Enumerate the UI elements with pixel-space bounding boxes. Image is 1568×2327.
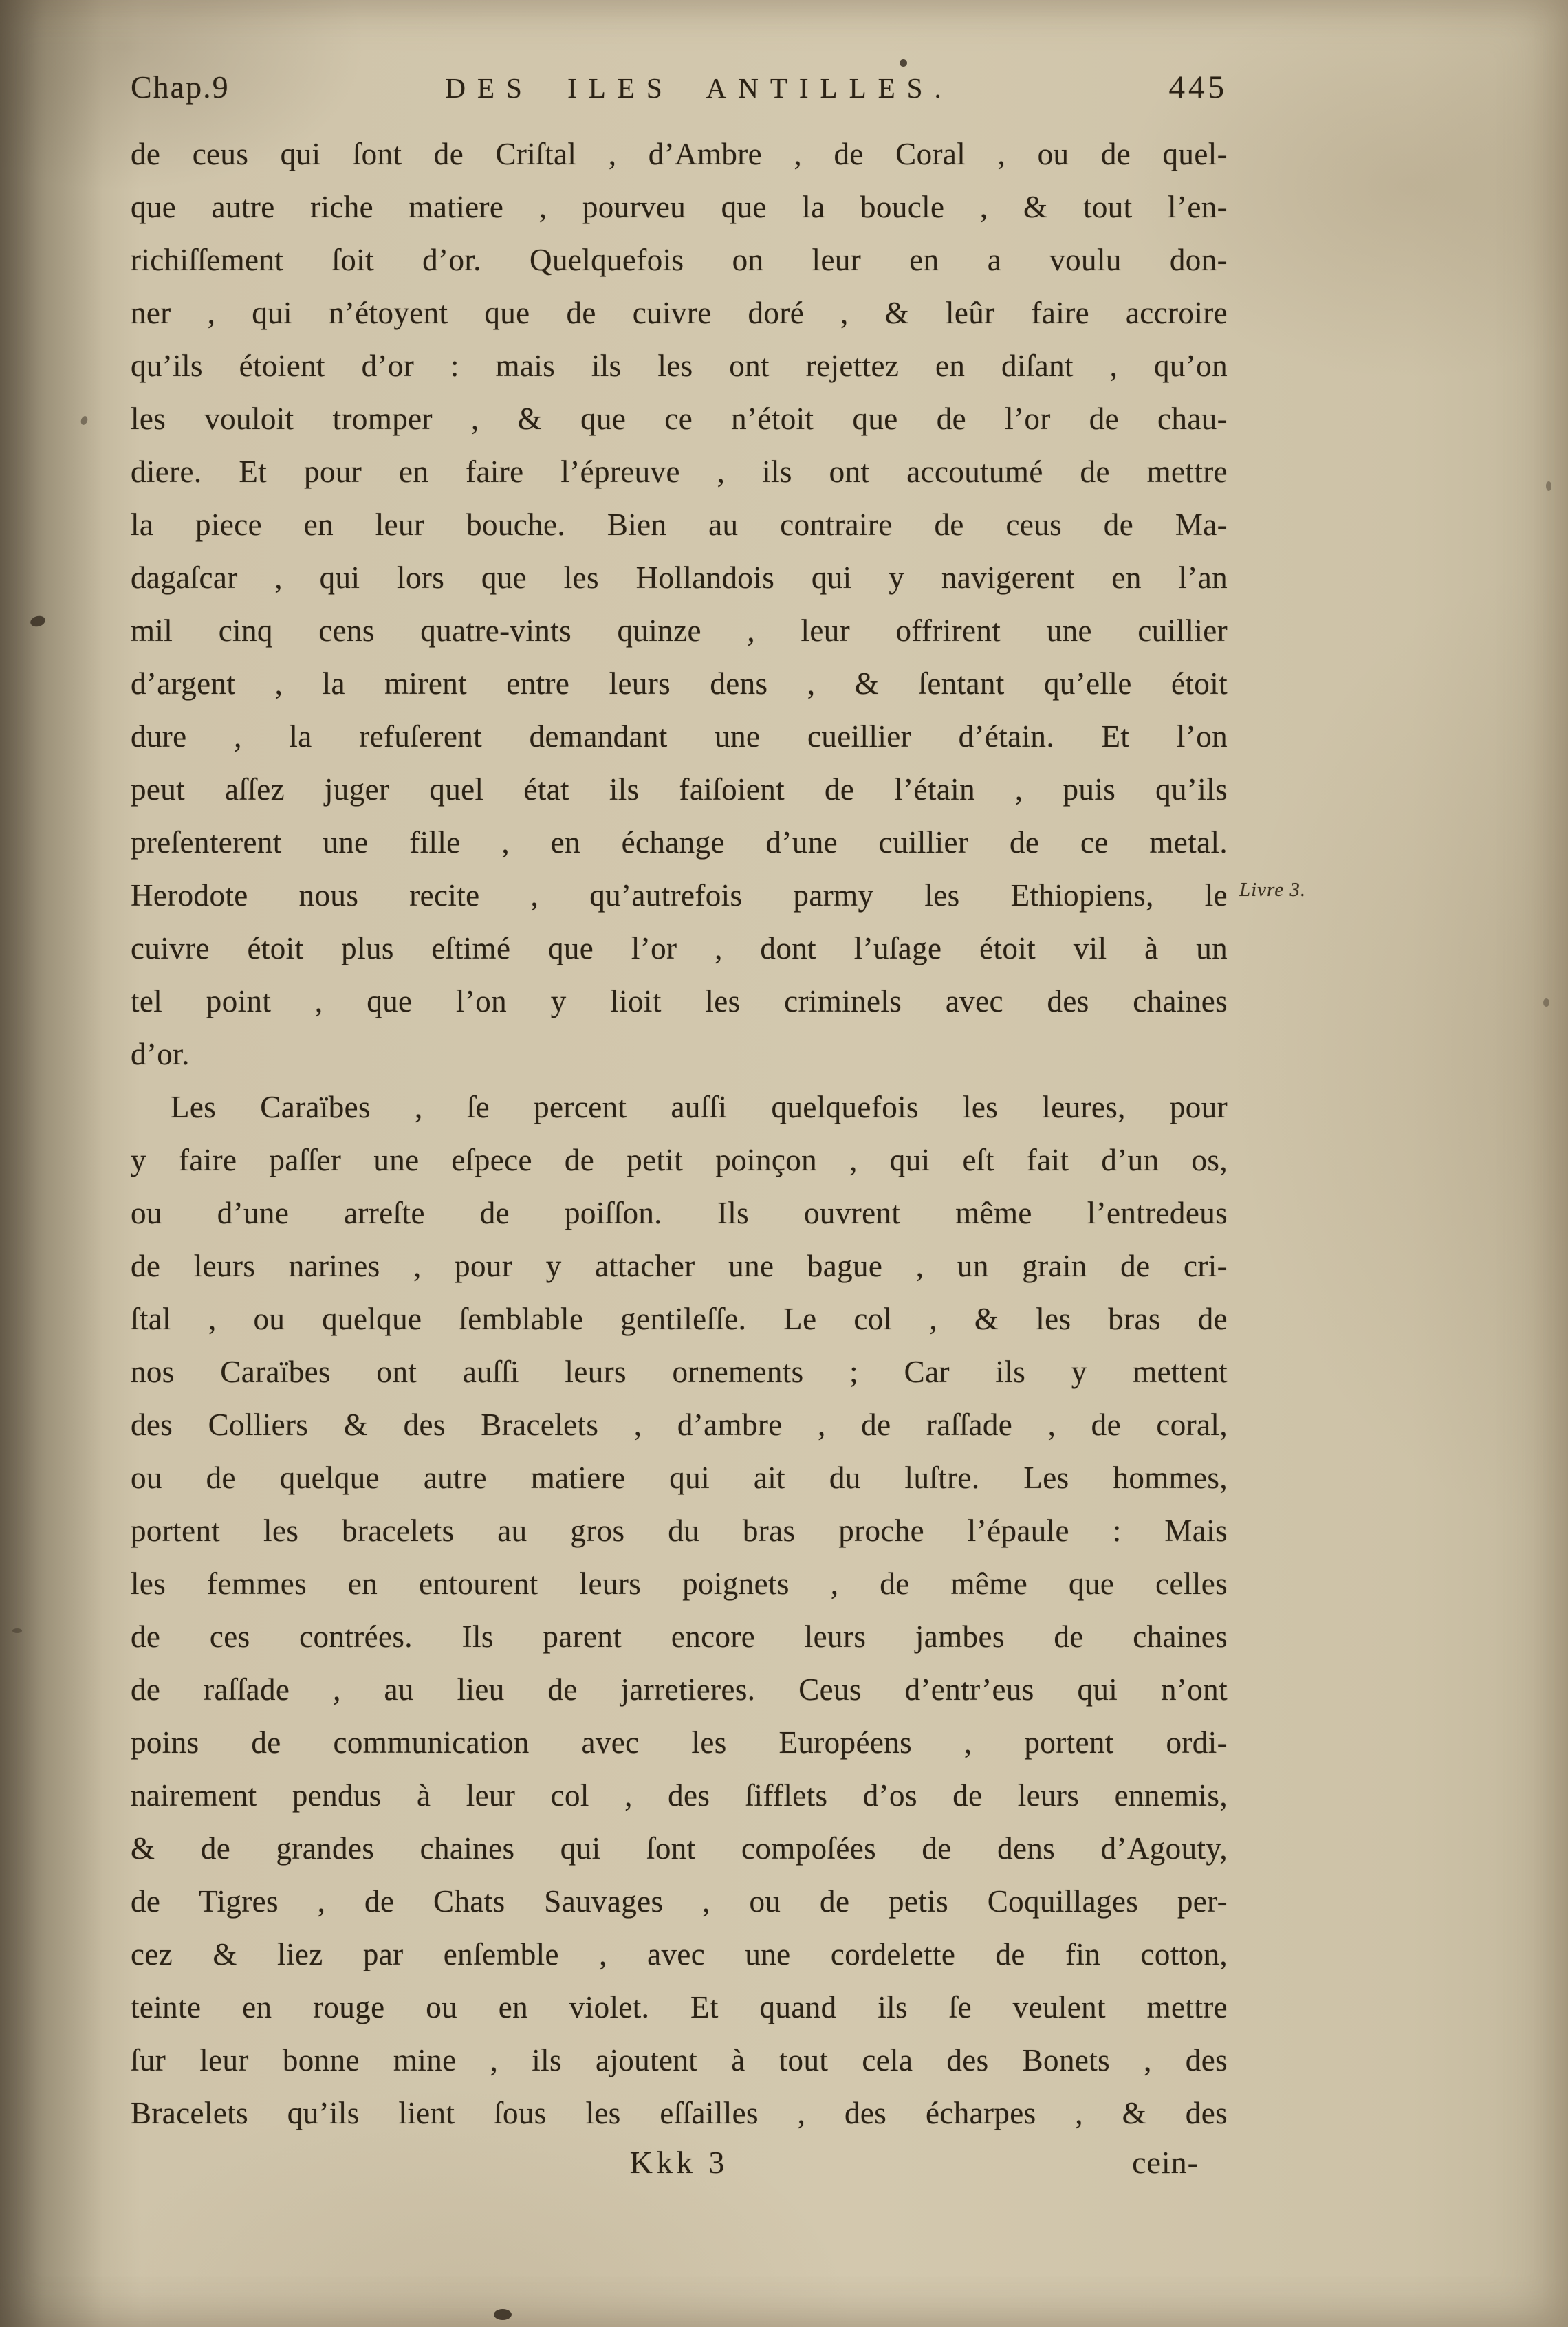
text-line: que autre riche matiere , pourveu que la boucle , & tout l’en- bbox=[131, 190, 1228, 224]
signature-mark: Kkk 3 bbox=[629, 2145, 729, 2180]
text-line: de leurs narines , pour y attacher une bague , un grain de cri- bbox=[131, 1249, 1228, 1283]
text-line: diere. Et pour en faire l’épreuve , ils ont accoutumé de mettre bbox=[131, 455, 1228, 489]
text-line: richiſſement ſoit d’or. Quelquefois on leur en a voulu don- bbox=[131, 243, 1228, 277]
margin-note: Livre 3. bbox=[1239, 879, 1307, 901]
ink-speck bbox=[12, 1628, 22, 1633]
text-line: & de grandes chaines qui ſont compoſées de dens d’Agouty, bbox=[131, 1831, 1228, 1866]
text-line: ner , qui n’étoyent que de cuivre doré , & leûr faire accroire bbox=[131, 296, 1228, 330]
running-title: DES ILES ANTILLES. bbox=[445, 72, 953, 104]
text-line: nairement pendus à leur col , des ſifflets d’os de leurs ennemis, bbox=[131, 1778, 1228, 1813]
text-line: ſtal , ou quelque ſemblable gentileſſe. Le col , & les bras de bbox=[131, 1302, 1228, 1336]
paragraph bbox=[131, 128, 1228, 1081]
page-header bbox=[131, 69, 1228, 106]
text-line: la piece en leur bouche. Bien au contraire de ceus de Ma- bbox=[131, 507, 1228, 542]
gutter-shadow bbox=[0, 0, 103, 2327]
text-line: des Colliers & des Bracelets , d’ambre , de raſſade , de coral, bbox=[131, 1408, 1228, 1442]
text-line: de ceus qui ſont de Criſtal , d’Ambre , de Coral , ou de quel- bbox=[131, 137, 1228, 171]
text-line: d’or. bbox=[131, 1037, 190, 1071]
text-line: qu’ils étoient d’or : mais ils les ont rejettez en diſant , qu’on bbox=[131, 349, 1228, 383]
text-line: cuivre étoit plus eſtimé que l’or , dont l’uſage étoit vil à un bbox=[131, 931, 1228, 965]
text-line: peut aſſez juger quel état ils faiſoient de l’étain , puis qu’ils bbox=[131, 772, 1228, 807]
ink-speck bbox=[1546, 481, 1551, 491]
text-line: ou de quelque autre matiere qui ait du luſtre. Les hommes, bbox=[131, 1461, 1228, 1495]
text-line: de Tigres , de Chats Sauvages , ou de petis Coquillages per- bbox=[131, 1884, 1228, 1919]
text-line: Les Caraïbes , ſe percent auſſi quelquefois les leures, pour bbox=[171, 1090, 1228, 1124]
paragraph bbox=[131, 1081, 1228, 2140]
text-line: d’argent , la mirent entre leurs dens , & ſentant qu’elle étoit bbox=[131, 666, 1228, 701]
ink-speck bbox=[494, 2309, 512, 2320]
text-line: dure , la refuſerent demandant une cueillier d’étain. Et l’on bbox=[131, 719, 1228, 754]
text-line: Bracelets qu’ils lient ſous les eſſailles , des écharpes , & des bbox=[131, 2096, 1228, 2130]
text-line: cez & liez par enſemble , avec une cordelette de fin cotton, bbox=[131, 1937, 1228, 1971]
text-line: y faire paſſer une eſpece de petit poinçon , qui eſt fait d’un os, bbox=[131, 1143, 1228, 1177]
text-line: tel point , que l’on y lioit les criminels avec des chaines bbox=[131, 984, 1228, 1018]
text-line: ou d’une arreſte de poiſſon. Ils ouvrent même l’entredeus bbox=[131, 1196, 1228, 1230]
ink-speck bbox=[900, 59, 907, 67]
text-line: poins de communication avec les Européens , portent ordi- bbox=[131, 1725, 1228, 1760]
text-line: de raſſade , au lieu de jarretieres. Ceus d’entr’eus qui n’ont bbox=[131, 1672, 1228, 1707]
text-line: nos Caraïbes ont auſſi leurs ornements ; Car ils y mettent bbox=[131, 1355, 1228, 1389]
ink-speck bbox=[29, 614, 46, 628]
text-line: preſenterent une fille , en échange d’une cuillier de ce metal. bbox=[131, 825, 1228, 860]
text-line: portent les bracelets au gros du bras proche l’épaule : Mais bbox=[131, 1514, 1228, 1548]
page-footer bbox=[131, 2144, 1228, 2199]
text-line: dagaſcar , qui lors que les Hollandois qui y navigerent en l’an bbox=[131, 560, 1228, 595]
text-line: de ces contrées. Ils parent encore leurs jambes de chaines bbox=[131, 1619, 1228, 1654]
page-number: 445 bbox=[1168, 69, 1228, 105]
text-block bbox=[131, 128, 1228, 2140]
text-line: Herodote nous recite , qu’autrefois parmy les Ethiopiens, le bbox=[131, 878, 1228, 913]
catchword: cein- bbox=[1132, 2145, 1199, 2180]
text-line: teinte en rouge ou en violet. Et quand ils ſe veulent mettre bbox=[131, 1990, 1228, 2024]
ink-speck bbox=[80, 415, 89, 426]
text-line: ſur leur bonne mine , ils ajoutent à tout cela des Bonets , des bbox=[131, 2043, 1228, 2077]
text-line: mil cinq cens quatre-vints quinze , leur offrirent une cuillier bbox=[131, 613, 1228, 648]
text-line: les vouloit tromper , & que ce n’étoit que de l’or de chau- bbox=[131, 402, 1228, 436]
ink-speck bbox=[1543, 998, 1549, 1007]
text-line: les femmes en entourent leurs poignets , de même que celles bbox=[131, 1566, 1228, 1601]
chapter-label: Chap.9 bbox=[131, 69, 230, 105]
